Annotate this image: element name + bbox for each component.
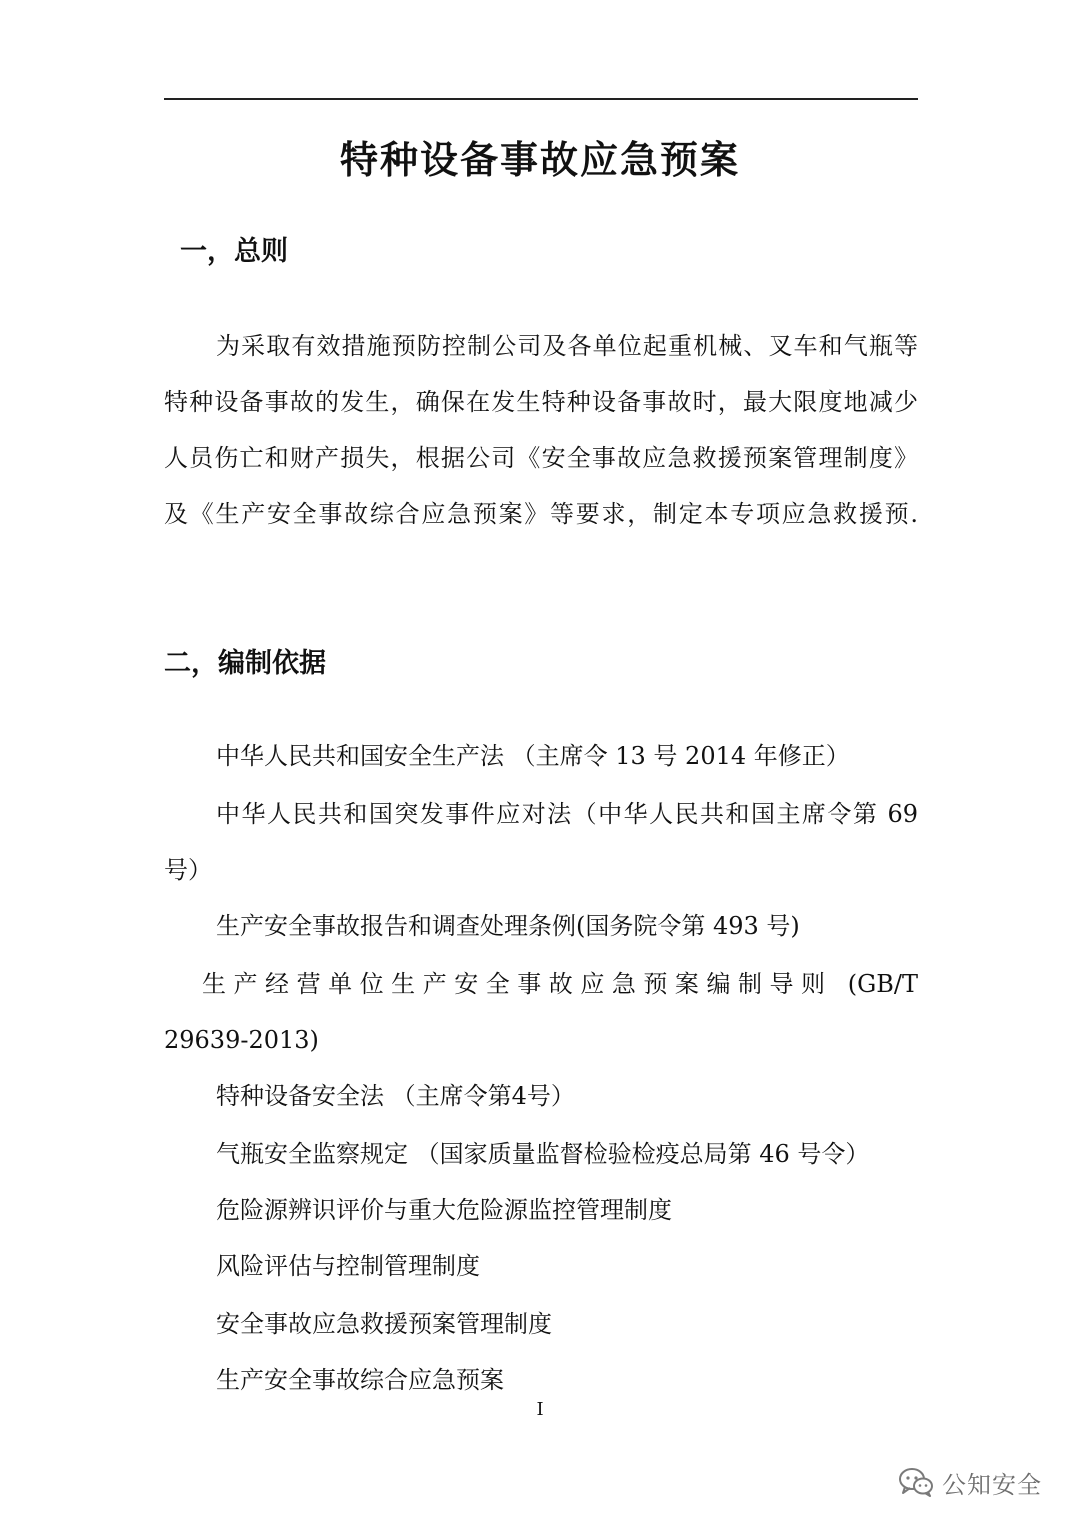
basis-item: 中华人民共和国突发事件应对法（中华人民共和国主席令第 69 bbox=[216, 800, 918, 828]
header-rule bbox=[164, 98, 918, 100]
paragraph-line: 人员伤亡和财产损失，根据公司《安全事故应急救援预案管理制度》 bbox=[164, 444, 918, 472]
paragraph-line: 特种设备事故的发生，确保在发生特种设备事故时，最大限度地减少 bbox=[164, 388, 918, 416]
basis-item-continuation: 29639-2013) bbox=[164, 1026, 319, 1054]
paragraph-line: 为采取有效措施预防控制公司及各单位起重机械、叉车和气瓶等 bbox=[216, 332, 918, 360]
basis-item: 安全事故应急救援预案管理制度 bbox=[216, 1310, 552, 1338]
basis-item: 危险源辨识评价与重大危险源监控管理制度 bbox=[216, 1196, 672, 1224]
watermark bbox=[898, 1462, 1042, 1502]
basis-item: 风险评估与控制管理制度 bbox=[216, 1252, 480, 1280]
section-heading-general: 一，总则 bbox=[180, 236, 288, 267]
section-heading-basis: 二，编制依据 bbox=[164, 648, 326, 679]
basis-item: 中华人民共和国安全生产法 （主席令 13 号 2014 年修正） bbox=[216, 742, 850, 770]
wechat-icon bbox=[898, 1467, 934, 1497]
page-number: I bbox=[536, 1399, 544, 1420]
watermark-text: 公知安全 bbox=[942, 1470, 1042, 1499]
basis-item: 生产安全事故报告和调查处理条例(国务院令第 493 号) bbox=[216, 912, 800, 940]
basis-item-continuation: 号） bbox=[164, 856, 212, 884]
document-title: 特种设备事故应急预案 bbox=[339, 137, 740, 182]
basis-item: 生产安全事故综合应急预案 bbox=[216, 1366, 504, 1394]
paragraph-line: 及《生产安全事故综合应急预案》等要求，制定本专项应急救援预. bbox=[164, 500, 918, 528]
basis-item: 特种设备安全法 （主席令第4号） bbox=[216, 1082, 575, 1110]
basis-item: 生产经营单位生产安全事故应急预案编制导则 (GB/T bbox=[202, 970, 918, 998]
basis-item: 气瓶安全监察规定 （国家质量监督检验检疫总局第 46 号令） bbox=[216, 1140, 870, 1168]
